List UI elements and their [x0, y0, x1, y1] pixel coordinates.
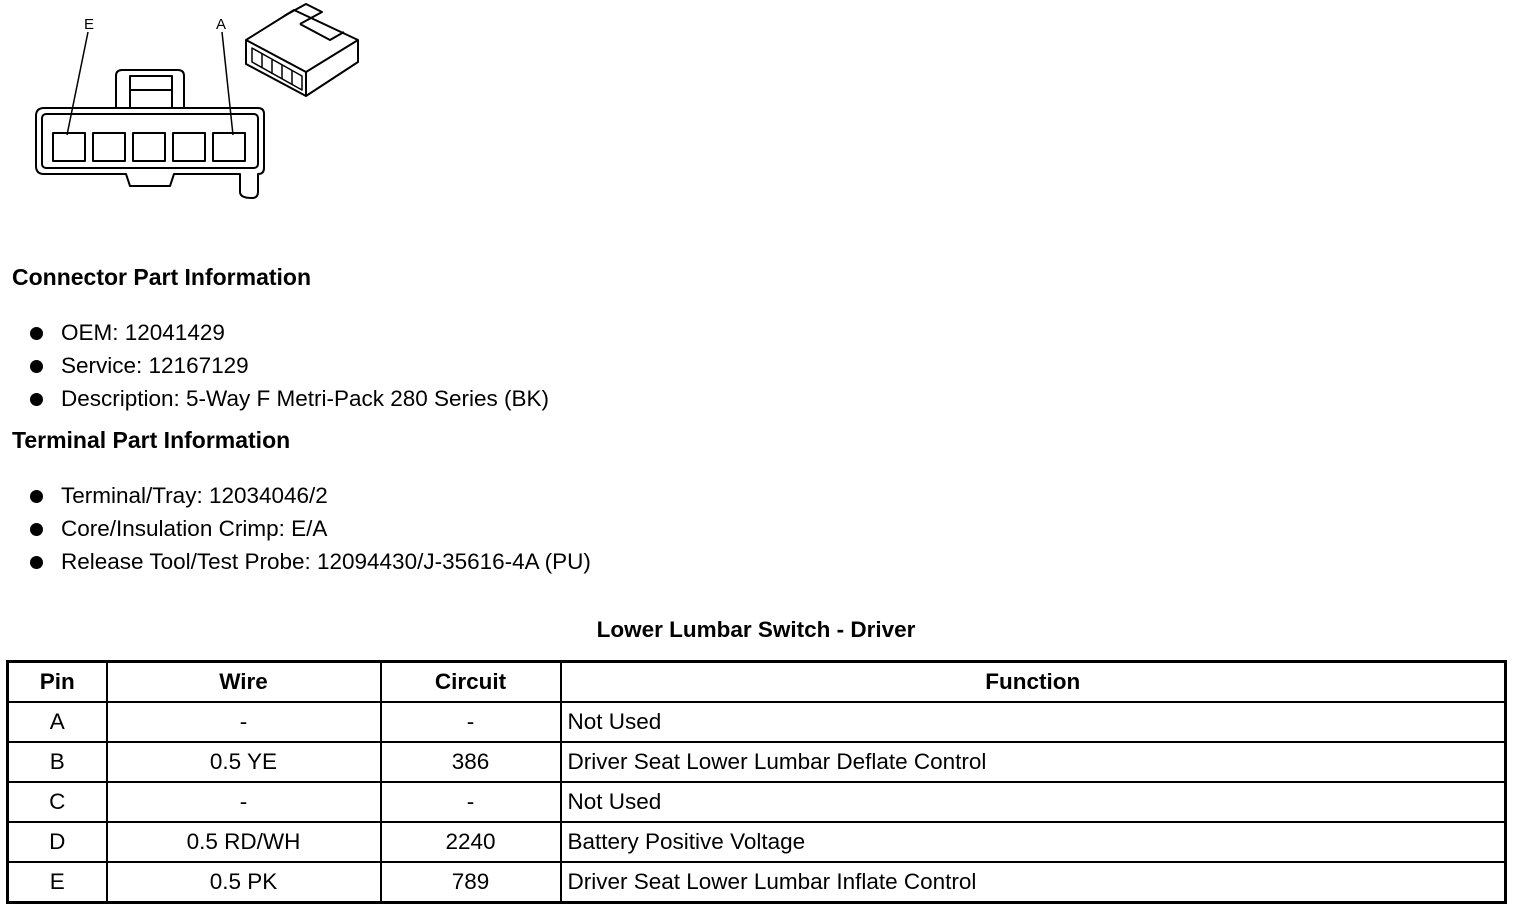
cell-wire: -: [107, 782, 381, 822]
list-item: [28, 383, 549, 416]
connector-3d-view: [246, 4, 358, 96]
cell-pin: A: [8, 702, 107, 742]
cell-function: Driver Seat Lower Lumbar Inflate Control: [561, 862, 1506, 903]
list-item-text: Core/Insulation Crimp: E/A: [61, 516, 328, 541]
list-item-text: Release Tool/Test Probe: 12094430/J-35616-4A (PU): [61, 549, 591, 574]
cell-circuit: 2240: [381, 822, 561, 862]
cell-circuit: -: [381, 782, 561, 822]
table-row: [8, 822, 1506, 862]
list-item-text: Terminal/Tray: 12034046/2: [61, 483, 328, 508]
pinout-table: [6, 660, 1507, 904]
cell-wire: 0.5 YE: [107, 742, 381, 782]
cell-pin: B: [8, 742, 107, 782]
cavity-b: [173, 133, 205, 161]
connector-face-inner: [42, 114, 258, 168]
cell-wire: 0.5 PK: [107, 862, 381, 903]
cell-pin: E: [8, 862, 107, 903]
table-row: [8, 702, 1506, 742]
list-item: [28, 480, 591, 513]
cell-function: Driver Seat Lower Lumbar Deflate Control: [561, 742, 1506, 782]
cell-circuit: 789: [381, 862, 561, 903]
cavity-e: [53, 133, 85, 161]
pin-label-a: A: [216, 16, 227, 33]
cell-circuit: 386: [381, 742, 561, 782]
cell-wire: 0.5 RD/WH: [107, 822, 381, 862]
list-item-text: Service: 12167129: [61, 353, 249, 378]
header-wire: Wire: [107, 662, 381, 703]
terminal-info-list: [28, 480, 591, 579]
cell-function: Battery Positive Voltage: [561, 822, 1506, 862]
cell-function: Not Used: [561, 782, 1506, 822]
connector-info-heading: Connector Part Information: [12, 264, 312, 290]
bullet-icon: [30, 360, 43, 373]
leader-line-e: [67, 32, 88, 135]
table-row: [8, 742, 1506, 782]
connector-info-list: [28, 317, 549, 416]
list-item: [28, 513, 591, 546]
list-item-text: Description: 5-Way F Metri-Pack 280 Series (BK): [61, 386, 550, 411]
cell-circuit: -: [381, 702, 561, 742]
list-item: [28, 546, 591, 579]
bullet-icon: [30, 556, 43, 569]
list-item: [28, 317, 549, 350]
table-title: Lower Lumbar Switch - Driver: [596, 617, 916, 642]
terminal-info-heading: Terminal Part Information: [12, 427, 291, 453]
cavity-c: [133, 133, 165, 161]
table-row: [8, 862, 1506, 903]
list-item-text: OEM: 12041429: [61, 320, 225, 345]
cavity-d: [93, 133, 125, 161]
header-pin: Pin: [8, 662, 107, 703]
bullet-icon: [30, 523, 43, 536]
cell-pin: D: [8, 822, 107, 862]
cell-pin: C: [8, 782, 107, 822]
pin-label-e: E: [84, 16, 95, 33]
header-circuit: Circuit: [381, 662, 561, 703]
bullet-icon: [30, 327, 43, 340]
cell-wire: -: [107, 702, 381, 742]
cavity-a: [213, 133, 245, 161]
table-row: [8, 782, 1506, 822]
bullet-icon: [30, 393, 43, 406]
header-function: Function: [561, 662, 1506, 703]
bullet-icon: [30, 490, 43, 503]
table-header-row: [8, 662, 1506, 703]
cell-function: Not Used: [561, 702, 1506, 742]
leader-line-a: [222, 32, 233, 135]
connector-diagram: [0, 0, 380, 210]
list-item: [28, 350, 549, 383]
